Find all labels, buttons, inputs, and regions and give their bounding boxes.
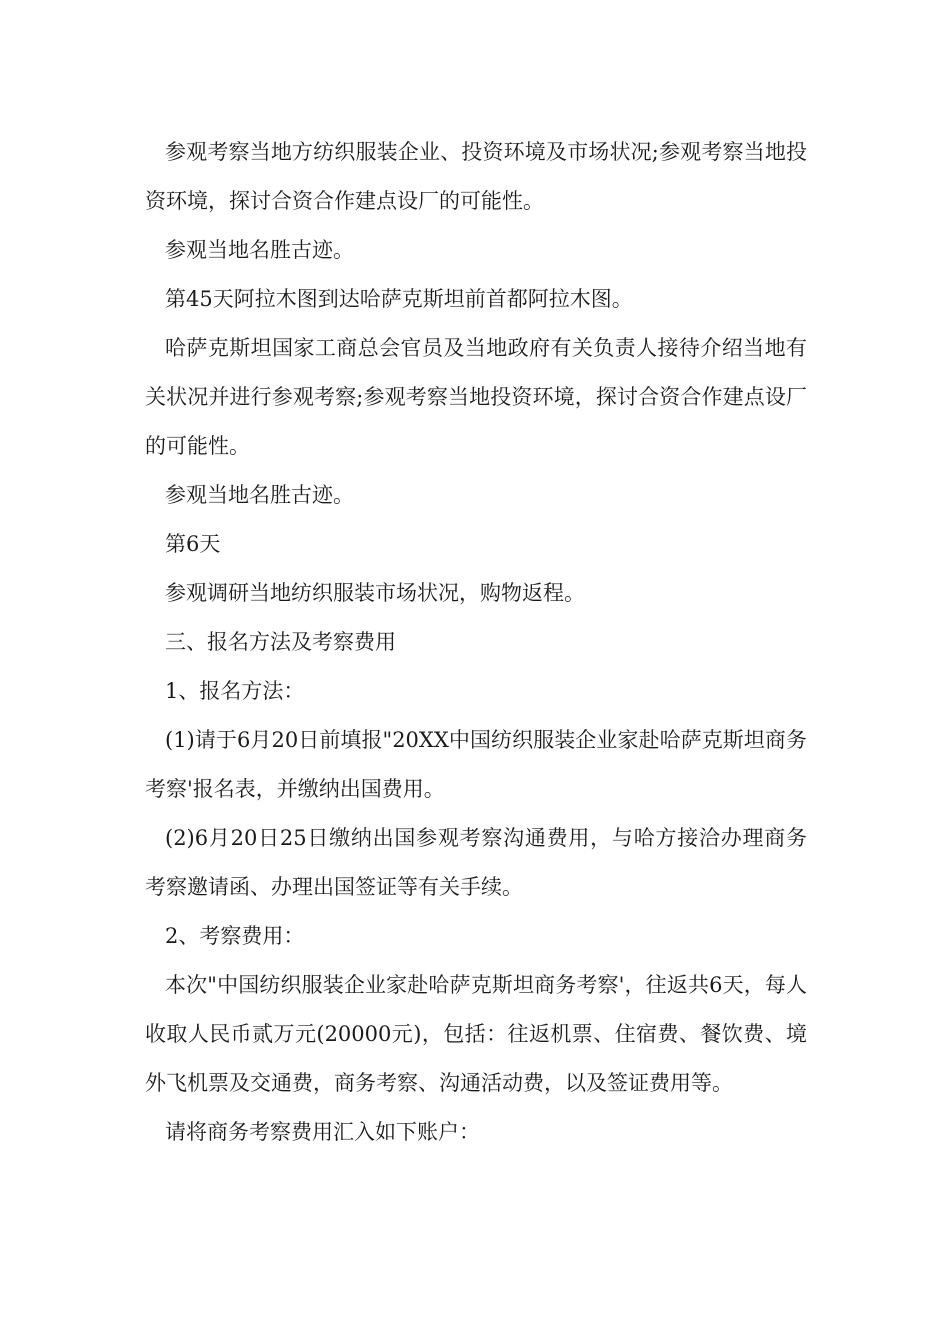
paragraph-market-research-return: 参观调研当地纺织服装市场状况，购物返程。 [165, 581, 585, 605]
paragraph-registration-step-2: (2)6月20日25日缴纳出国参观考察沟通费用，与哈方接洽办理商务考察邀请函、办理出国签证等有关手续。 [145, 826, 807, 899]
document-body [145, 128, 807, 1157]
paragraph-day-4-5-almaty: 第45天阿拉木图到达哈萨克斯坦前首都阿拉木图。 [165, 287, 633, 311]
paragraph-remittance-account: 请将商务考察费用汇入如下账户： [165, 1120, 480, 1144]
paragraph-visit-landmarks: 参观当地名胜古迹。 [165, 238, 354, 262]
subheading-inspection-fees: 2、考察费用： [165, 924, 305, 948]
subheading-registration-method: 1、报名方法： [165, 679, 305, 703]
paragraph-visit-textile-enterprises: 参观考察当地方纺织服装企业、投资环境及市场状况;参观考察当地投资环境，探讨合资合作建点设厂的可能性。 [145, 140, 807, 213]
paragraph-registration-step-1: (1)请于6月20日前填报"20XX中国纺织服装企业家赴哈萨克斯坦商务考察'报名表，并缴纳出国费用。 [145, 728, 807, 801]
paragraph-fee-details: 本次"中国纺织服装企业家赴哈萨克斯坦商务考察'，往返共6天，每人收取人民币贰万元(20000元)，包括：往返机票、住宿费、餐饮费、境外飞机票及交通费，商务考察、沟通活动费，以及签证费用等。 [145, 973, 807, 1095]
paragraph-visit-landmarks-2: 参观当地名胜古迹。 [165, 483, 354, 507]
paragraph-day-6: 第6天 [165, 532, 221, 556]
section-heading-registration-fees: 三、报名方法及考察费用 [165, 630, 396, 654]
paragraph-officials-reception: 哈萨克斯坦国家工商总会官员及当地政府有关负责人接待介绍当地有关状况并进行参观考察;参观考察当地投资环境，探讨合资合作建点设厂的可能性。 [145, 336, 807, 458]
